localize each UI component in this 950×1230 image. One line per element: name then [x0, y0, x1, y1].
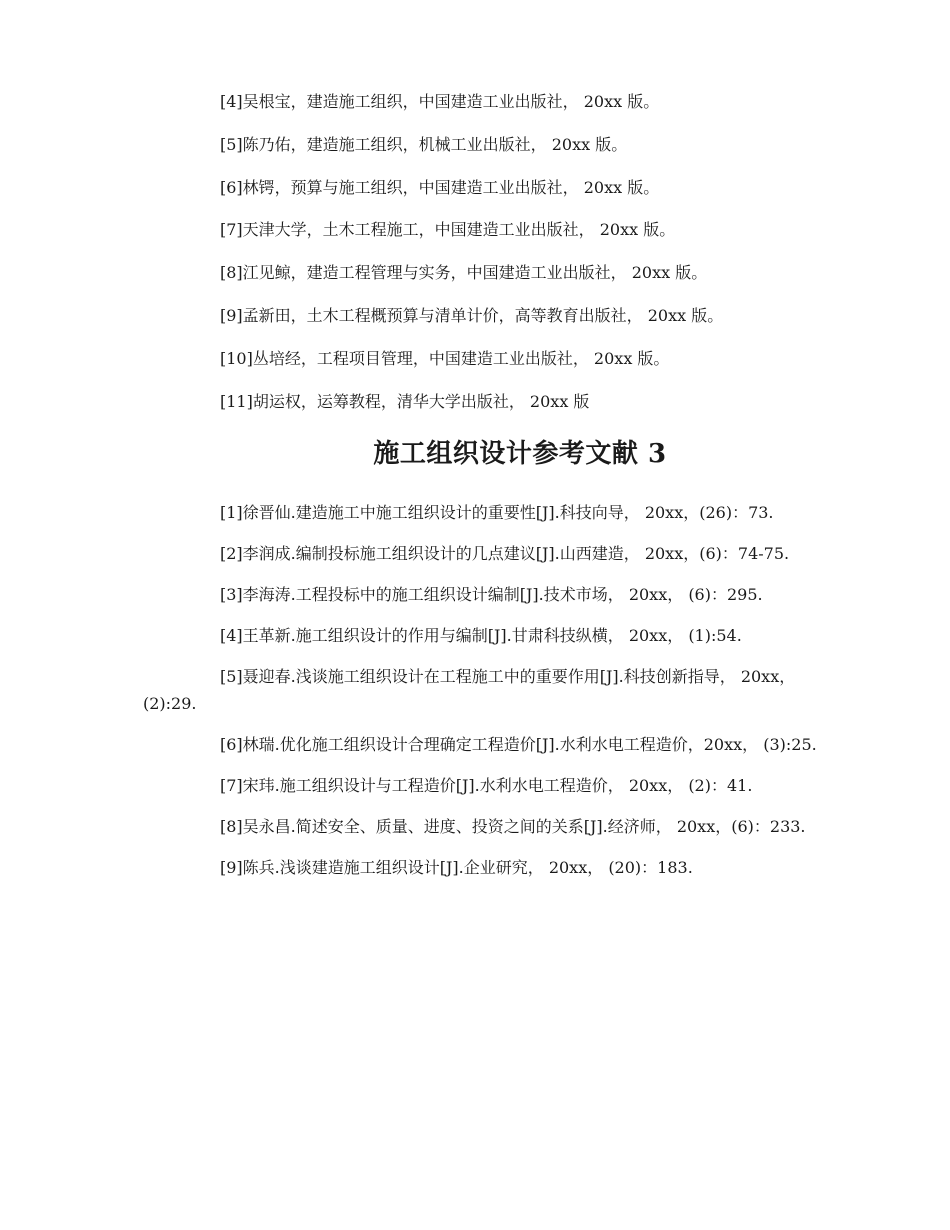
- reference-item: [1]徐晋仙.建造施工中施工组织设计的重要性[J].科技向导， 20xx，(26)：73.: [220, 503, 774, 522]
- reference-item: [9]孟新田，土木工程概预算与清单计价，高等教育出版社， 20xx 版。: [220, 305, 724, 325]
- reference-list-part2: [143, 499, 823, 895]
- reference-list-part1: [220, 91, 860, 433]
- reference-item: [5]陈乃佑，建造施工组织，机械工业出版社， 20xx 版。: [220, 134, 628, 154]
- reference-item: [5]聂迎春.浅谈施工组织设计在工程施工中的重要作用[J].科技创新指导， 20xx， (2):29.: [143, 667, 796, 713]
- reference-item: [8]江见鲸，建造工程管理与实务，中国建造工业出版社， 20xx 版。: [220, 263, 708, 283]
- reference-item: [9]陈兵.浅谈建造施工组织设计[J].企业研究， 20xx， (20)：183.: [220, 858, 693, 877]
- reference-item: [6]林瑞.优化施工组织设计合理确定工程造价[J].水利水电工程造价，20xx， (3):25.: [220, 735, 817, 754]
- reference-item: [4]王革新.施工组织设计的作用与编制[J].甘肃科技纵横， 20xx， (1):54.: [220, 626, 742, 645]
- reference-item: [7]天津大学，土木工程施工，中国建造工业出版社， 20xx 版。: [220, 220, 676, 240]
- reference-item: [11]胡运权，运筹教程，清华大学出版社， 20xx 版: [220, 391, 590, 411]
- section-title: 施工组织设计参考文献 3: [373, 439, 667, 469]
- reference-item: [7]宋玮.施工组织设计与工程造价[J].水利水电工程造价， 20xx， (2)：41.: [220, 776, 753, 795]
- reference-item: [2]李润成.编制投标施工组织设计的几点建议[J].山西建造， 20xx，(6)：74-75.: [220, 544, 790, 563]
- reference-item: [3]李海涛.工程投标中的施工组织设计编制[J].技术市场， 20xx， (6)：295.: [220, 585, 763, 604]
- reference-item: [10]丛培经，工程项目管理，中国建造工业出版社， 20xx 版。: [220, 348, 670, 368]
- reference-item: [4]吴根宝，建造施工组织，中国建造工业出版社， 20xx 版。: [220, 92, 660, 111]
- reference-item: [6]林锷，预算与施工组织，中国建造工业出版社， 20xx 版。: [220, 177, 660, 197]
- reference-item: [8]吴永昌.简述安全、质量、进度、投资之间的关系[J].经济师， 20xx，(6)：233.: [220, 817, 806, 836]
